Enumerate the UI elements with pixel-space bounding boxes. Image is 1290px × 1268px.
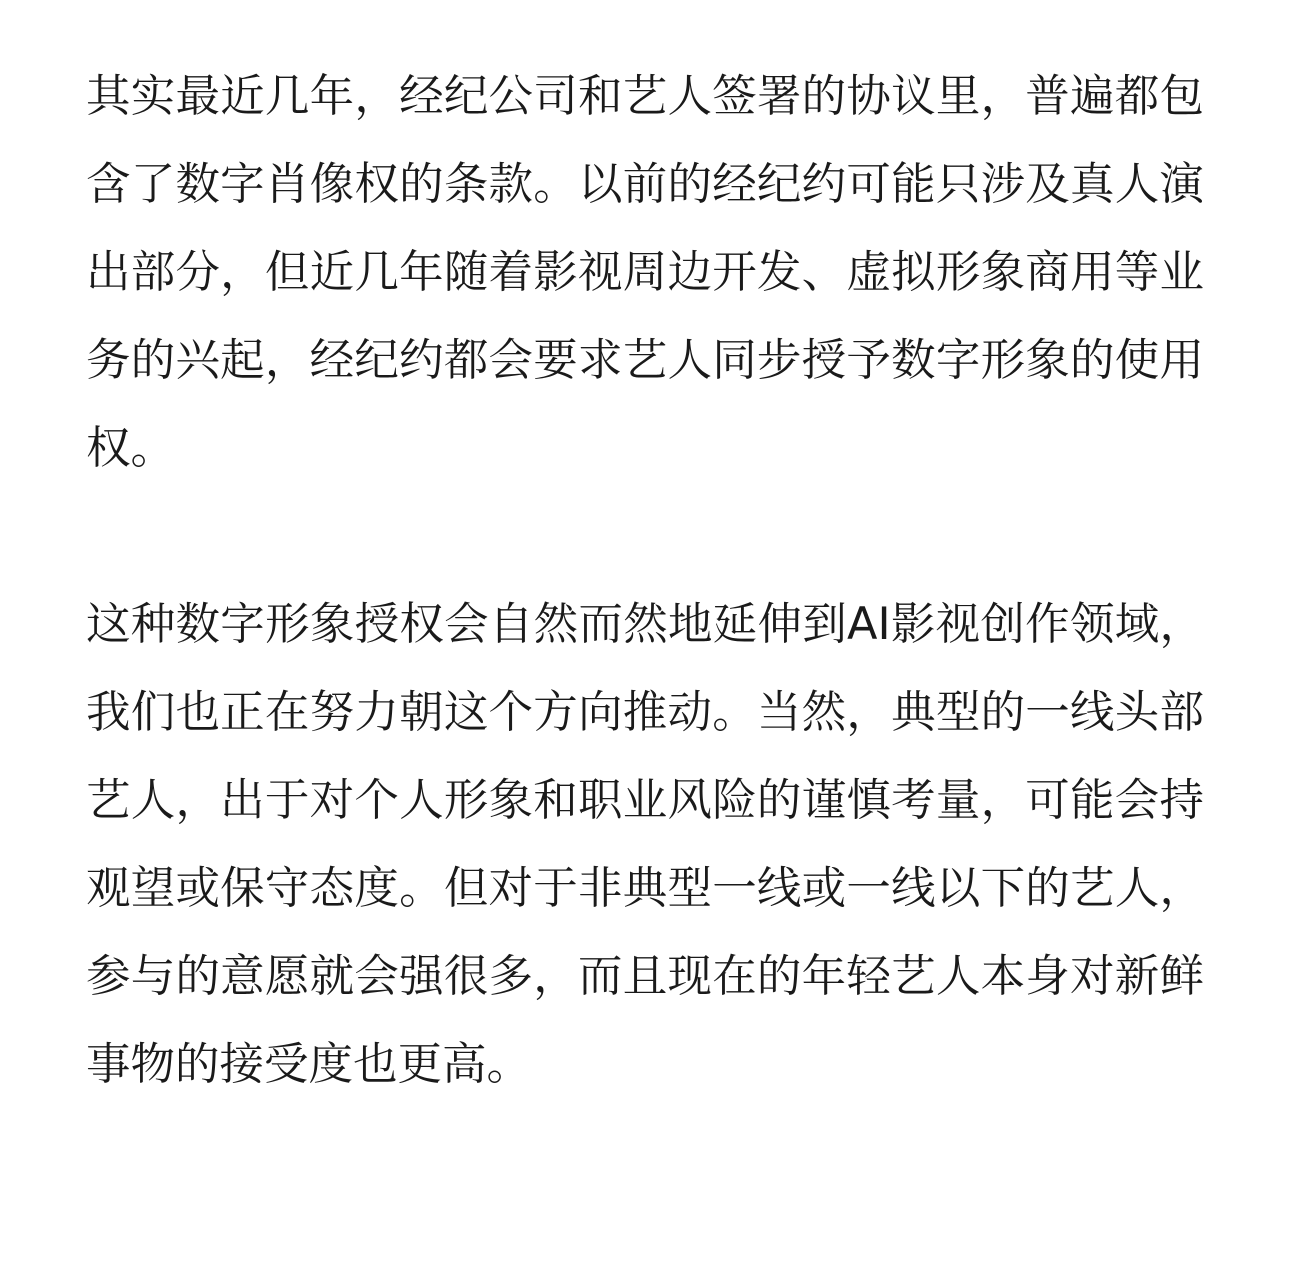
paragraph-digital-portrait-rights: 其实最近几年，经纪公司和艺人签署的协议里，普遍都包含了数字肖像权的条款。以前的经纪约可能只涉及真人演出部分，但近几年随着影视周边开发、虚拟形象商用等业务的兴起，经纪约都会要求艺人同步授予数字形象的使用权。 xyxy=(86,71,1204,474)
article-body xyxy=(86,53,1204,1109)
paragraph-ai-film-authorization: 这种数字形象授权会自然而然地延伸到AI影视创作领域，我们也正在努力朝这个方向推动。当然，典型的一线头部艺人，出于对个人形象和职业风险的谨慎考量，可能会持观望或保守态度。但对于非典型一线或一线以下的艺人，参与的意愿就会强很多，而且现在的年轻艺人本身对新鲜事物的接受度也更高。 xyxy=(86,599,1204,1090)
